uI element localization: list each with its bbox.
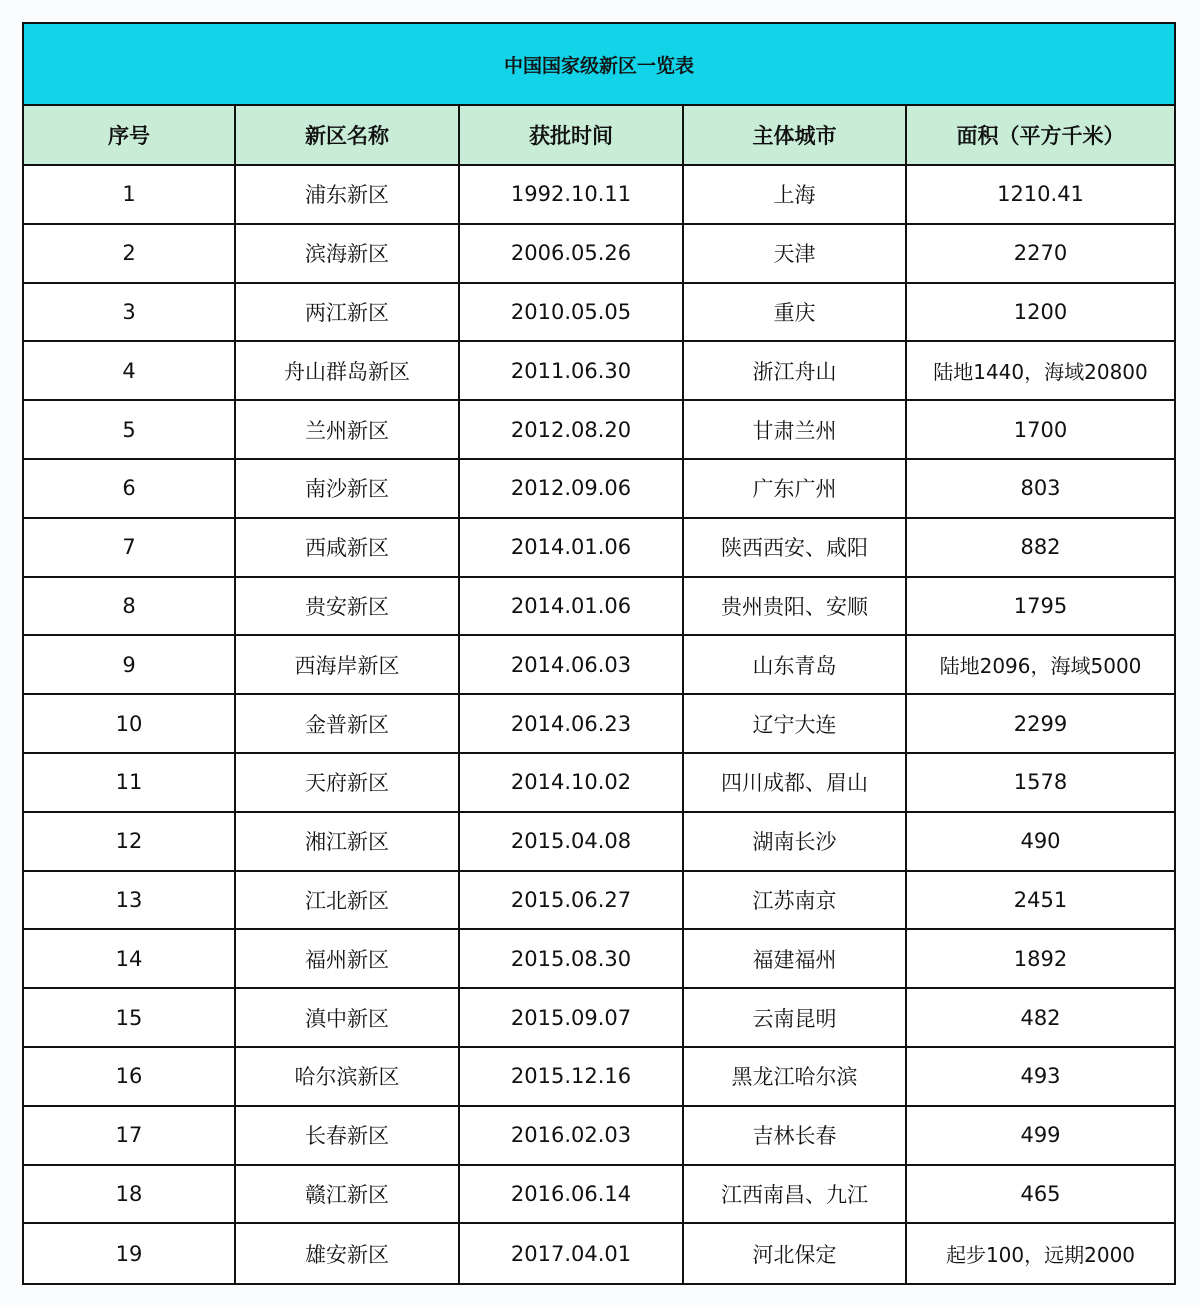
cell-index: 11 [24,754,236,811]
cell-name: 滇中新区 [236,989,460,1046]
cell-name: 贵安新区 [236,578,460,635]
cell-date: 2015.12.16 [460,1048,684,1105]
table-row [24,754,1174,813]
cell-index: 10 [24,695,236,752]
header-index: 序号 [24,106,236,164]
header-area: 面积（平方千米） [956,124,1125,148]
table-row [24,930,1174,989]
table-row [24,284,1174,343]
cell-area: 1200 [1013,299,1068,324]
cell-area: 482 [1020,1005,1061,1030]
cell-city: 云南昆明 [684,989,907,1046]
cell-date: 2014.01.06 [460,519,684,576]
cell-name: 赣江新区 [236,1166,460,1223]
cell-index: 19 [24,1224,236,1283]
cell-index: 5 [24,401,236,458]
cell-date: 2015.09.07 [460,989,684,1046]
cell-name: 江北新区 [236,872,460,929]
table-row [24,813,1174,872]
table-row [24,872,1174,931]
cell-area: 1210.41 [997,182,1084,207]
table-row [24,166,1174,225]
cell-area: 1892 [1013,946,1068,971]
cell-name: 湘江新区 [236,813,460,870]
cell-name: 浦东新区 [236,166,460,223]
cell-area: 499 [1020,1123,1061,1148]
table-row [24,636,1174,695]
cell-name: 哈尔滨新区 [236,1048,460,1105]
cell-date: 2015.06.27 [460,872,684,929]
cell-city: 江西南昌、九江 [684,1166,907,1223]
cell-area: 465 [1020,1181,1061,1206]
table-body [24,106,1174,1283]
cell-index: 18 [24,1166,236,1223]
table-row [24,1224,1174,1283]
cell-name: 雄安新区 [236,1224,460,1283]
cell-area: 2451 [1013,887,1068,912]
cell-date: 2015.08.30 [460,930,684,987]
table-row [24,225,1174,284]
cell-name: 舟山群岛新区 [236,342,460,399]
cell-date: 2012.08.20 [460,401,684,458]
cell-city: 广东广州 [684,460,907,517]
cell-index: 7 [24,519,236,576]
cell-city: 天津 [684,225,907,282]
table-row [24,342,1174,401]
cell-date: 2011.06.30 [460,342,684,399]
cell-index: 2 [24,225,236,282]
cell-index: 1 [24,166,236,223]
cell-date: 2014.06.23 [460,695,684,752]
cell-city: 陕西西安、咸阳 [684,519,907,576]
cell-name: 两江新区 [236,284,460,341]
cell-city: 湖南长沙 [684,813,907,870]
cell-name: 长春新区 [236,1107,460,1164]
cell-date: 2014.06.03 [460,636,684,693]
cell-index: 4 [24,342,236,399]
cell-city: 江苏南京 [684,872,907,929]
cell-city: 贵州贵阳、安顺 [684,578,907,635]
header-name: 新区名称 [236,106,460,164]
cell-area: 1578 [1013,770,1068,795]
cell-area: 1795 [1013,593,1068,618]
cell-area: 起步100，远期2000 [945,1243,1136,1268]
cell-index: 3 [24,284,236,341]
cell-area: 1700 [1013,417,1068,442]
cell-city: 浙江舟山 [684,342,907,399]
cell-city: 山东青岛 [684,636,907,693]
cell-index: 14 [24,930,236,987]
cell-city: 福建福州 [684,930,907,987]
cell-area: 2299 [1013,711,1068,736]
cell-name: 南沙新区 [236,460,460,517]
table-row [24,1107,1174,1166]
header-date: 获批时间 [460,106,684,164]
cell-city: 河北保定 [684,1224,907,1283]
new-areas-table [22,22,1176,1285]
cell-index: 13 [24,872,236,929]
cell-index: 9 [24,636,236,693]
cell-date: 2016.06.14 [460,1166,684,1223]
cell-area: 803 [1020,476,1061,501]
cell-area: 2270 [1013,241,1068,266]
table-row [24,578,1174,637]
cell-date: 1992.10.11 [460,166,684,223]
table-row [24,1166,1174,1225]
header-row [24,106,1174,166]
cell-city: 四川成都、眉山 [684,754,907,811]
cell-index: 6 [24,460,236,517]
header-city: 主体城市 [684,106,907,164]
cell-index: 15 [24,989,236,1046]
cell-index: 8 [24,578,236,635]
cell-name: 西海岸新区 [236,636,460,693]
table-title: 中国国家级新区一览表 [24,24,1174,106]
cell-name: 福州新区 [236,930,460,987]
cell-name: 天府新区 [236,754,460,811]
cell-index: 16 [24,1048,236,1105]
cell-area: 陆地1440，海域20800 [933,360,1148,385]
cell-city: 上海 [684,166,907,223]
cell-area: 493 [1020,1064,1061,1089]
cell-city: 吉林长春 [684,1107,907,1164]
table-row [24,695,1174,754]
cell-date: 2017.04.01 [460,1224,684,1283]
cell-city: 辽宁大连 [684,695,907,752]
cell-date: 2012.09.06 [460,460,684,517]
cell-date: 2010.05.05 [460,284,684,341]
cell-city: 甘肃兰州 [684,401,907,458]
cell-area: 882 [1020,535,1061,560]
cell-date: 2014.10.02 [460,754,684,811]
table-row [24,989,1174,1048]
cell-index: 12 [24,813,236,870]
cell-name: 滨海新区 [236,225,460,282]
table-row [24,519,1174,578]
cell-date: 2015.04.08 [460,813,684,870]
cell-area: 陆地2096，海域5000 [939,654,1142,679]
table-row [24,1048,1174,1107]
cell-city: 重庆 [684,284,907,341]
cell-name: 兰州新区 [236,401,460,458]
cell-name: 金普新区 [236,695,460,752]
cell-city: 黑龙江哈尔滨 [684,1048,907,1105]
cell-name: 西咸新区 [236,519,460,576]
cell-date: 2006.05.26 [460,225,684,282]
cell-index: 17 [24,1107,236,1164]
table-row [24,401,1174,460]
cell-area: 490 [1020,829,1061,854]
table-row [24,460,1174,519]
cell-date: 2014.01.06 [460,578,684,635]
cell-date: 2016.02.03 [460,1107,684,1164]
